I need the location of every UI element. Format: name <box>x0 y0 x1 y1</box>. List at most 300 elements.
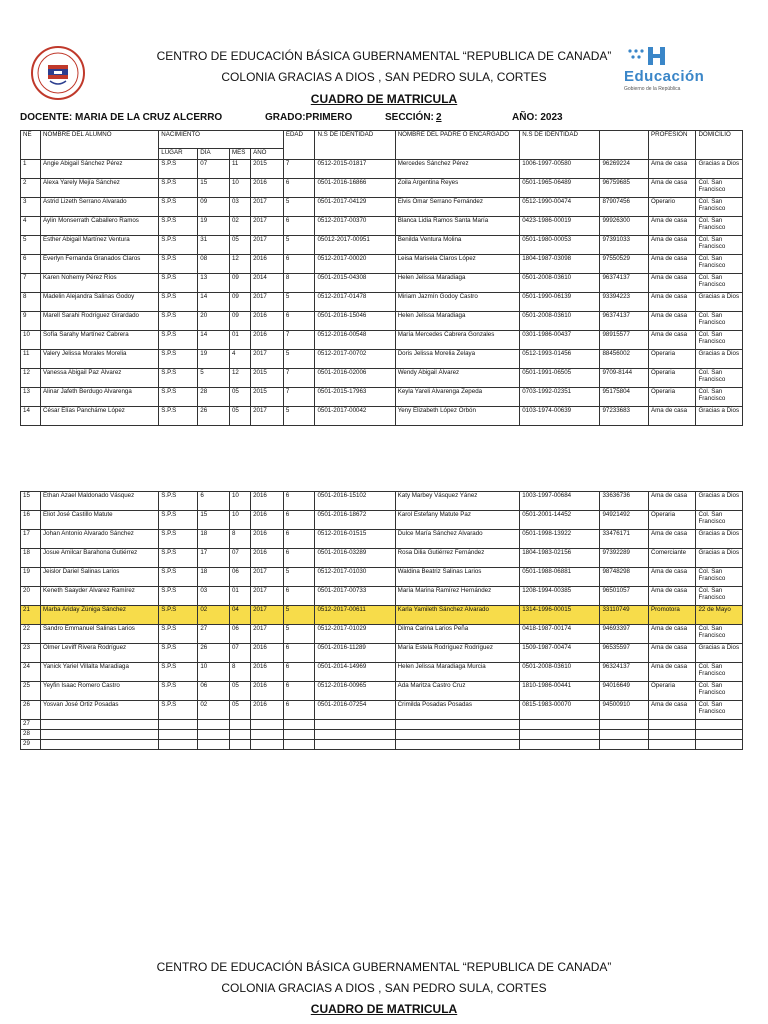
table-cell: 22 <box>21 625 41 644</box>
table-cell: Col. San Francisco <box>696 663 743 682</box>
table-cell: Col. San Francisco <box>696 274 743 293</box>
table-cell: Ama de casa <box>648 492 696 511</box>
table-cell: 0501-1998-13922 <box>520 530 600 549</box>
table-cell: 17 <box>198 549 230 568</box>
table-cell: Benilda Ventura Molina <box>395 236 520 255</box>
table-cell: Ada Maritza Castro Cruz <box>395 682 520 701</box>
table-cell: 96374137 <box>600 274 649 293</box>
table-cell: 5 <box>21 236 41 255</box>
table-cell: 2017 <box>251 293 284 312</box>
table-cell: 24 <box>21 663 41 682</box>
table-cell: 8 <box>229 530 250 549</box>
table-cell: Josue Amilcar Barahona Gutiérrez <box>41 549 159 568</box>
table-row <box>21 331 743 350</box>
table-cell: 07 <box>229 549 250 568</box>
table-cell: 0501-2015-04308 <box>315 274 395 293</box>
table-cell: 13 <box>21 388 41 407</box>
table-cell: 8 <box>21 293 41 312</box>
table-cell: 2017 <box>251 198 284 217</box>
table-cell: 6 <box>283 587 315 606</box>
table-cell: S.P.S <box>159 407 198 426</box>
table-cell: 5 <box>198 369 230 388</box>
table-cell: 2016 <box>251 663 284 682</box>
table-cell: 2016 <box>251 644 284 663</box>
table-cell: Promotora <box>648 606 696 625</box>
table-cell: 6 <box>283 701 315 720</box>
table-cell: 19 <box>198 350 230 369</box>
table-cell: Dilma Carina Larios Peña <box>395 625 520 644</box>
table-cell: 0512-2017-01029 <box>315 625 395 644</box>
table-cell: S.P.S <box>159 217 198 236</box>
table-cell: 02 <box>229 217 250 236</box>
table-cell: 21 <box>21 606 41 625</box>
table-cell <box>600 730 649 740</box>
table-cell: 2016 <box>251 530 284 549</box>
col-dia: DÍA <box>198 149 230 160</box>
table-cell: 5 <box>283 625 315 644</box>
table-cell: 02 <box>198 701 230 720</box>
table-cell: 6 <box>283 644 315 663</box>
table-cell: 96374137 <box>600 312 649 331</box>
table-cell: Alexa Yarely Mejía Sánchez <box>41 179 159 198</box>
table-row <box>21 701 743 720</box>
table-cell: 0501-2001-14452 <box>520 511 600 530</box>
table-cell: Operaria <box>648 682 696 701</box>
table-cell: Ama de casa <box>648 407 695 426</box>
table-cell: S.P.S <box>159 293 198 312</box>
table-cell: Yosvan José Ortiz Posadas <box>41 701 159 720</box>
table-cell: 2 <box>21 179 41 198</box>
table-cell: 94693397 <box>600 625 649 644</box>
table-cell: 6 <box>283 492 315 511</box>
table-cell: 14 <box>198 293 230 312</box>
table-cell: 1509-1987-00474 <box>520 644 600 663</box>
table-cell: 0512-2017-01030 <box>315 568 395 587</box>
table-cell: Sofía Sarahy Martínez Cabrera <box>41 331 159 350</box>
table-cell: S.P.S <box>159 198 198 217</box>
table-cell: 4 <box>21 217 41 236</box>
table-cell: S.P.S <box>159 350 198 369</box>
table-cell <box>251 730 284 740</box>
table-cell: Karen Nohemy Pérez Ríos <box>41 274 159 293</box>
table-cell: 12 <box>229 369 250 388</box>
table-cell: Waldina Beatriz Salinas Larios <box>395 568 520 587</box>
table-cell: 01 <box>229 331 250 350</box>
table-row <box>21 293 743 312</box>
table-cell: 15 <box>198 179 230 198</box>
table-cell <box>520 730 600 740</box>
table-row <box>21 682 743 701</box>
table-cell: Karol Estefany Matute Paz <box>395 511 520 530</box>
table-cell: Blanca Lidia Ramos Santa María <box>395 217 520 236</box>
table-cell: Ama de casa <box>648 255 695 274</box>
table-cell: 0501-2017-04129 <box>315 198 395 217</box>
table-cell: 0501-2016-07254 <box>315 701 395 720</box>
table-cell: 9 <box>21 312 41 331</box>
table-cell: 7 <box>283 160 315 179</box>
table-cell: Gracias a Dios <box>696 644 743 663</box>
table-cell: Vanessa Abigail Paz Álvarez <box>41 369 159 388</box>
table-cell: S.P.S <box>159 682 198 701</box>
table-cell: 0501-2016-03289 <box>315 549 395 568</box>
table-cell: 93394223 <box>600 293 649 312</box>
table-cell <box>696 720 743 730</box>
table-cell: 09 <box>198 198 230 217</box>
table-cell: 7 <box>21 274 41 293</box>
table-cell: Col. San Francisco <box>696 625 743 644</box>
table-cell: 0501-2008-03610 <box>520 312 600 331</box>
table-cell: Karla Yamileth Sánchez Alvarado <box>395 606 520 625</box>
table-row <box>21 663 743 682</box>
table-row <box>21 369 743 388</box>
table-cell: Gracias a Dios <box>696 530 743 549</box>
table-cell: Col. San Francisco <box>696 217 743 236</box>
table-cell: Col. San Francisco <box>696 701 743 720</box>
table-cell: 2017 <box>251 587 284 606</box>
table-cell: 06 <box>229 625 250 644</box>
table-cell: 27 <box>21 720 41 730</box>
enrollment-table-1 <box>20 130 743 426</box>
school-location: COLONIA GRACIAS A DIOS , SAN PEDRO SULA, CORTES <box>221 70 547 84</box>
table-cell: 0512-2017-00370 <box>315 217 395 236</box>
table-cell: Ama de casa <box>648 236 695 255</box>
table-cell: 03 <box>229 198 250 217</box>
table-cell: 1804-1983-02156 <box>520 549 600 568</box>
table-cell: Col. San Francisco <box>696 511 743 530</box>
table-cell <box>159 720 198 730</box>
table-cell: 33476171 <box>600 530 649 549</box>
table-row <box>21 388 743 407</box>
table-cell: Ama de casa <box>648 160 695 179</box>
table-cell: 10 <box>229 492 250 511</box>
empty-row <box>21 730 743 740</box>
table-cell: Gracias a Dios <box>696 350 743 369</box>
table-cell: 0103-1974-00639 <box>520 407 600 426</box>
table-cell: S.P.S <box>159 492 198 511</box>
table-cell: 19 <box>198 217 230 236</box>
table-cell: 6 <box>283 682 315 701</box>
table-cell: Mercedes Sánchez Pérez <box>395 160 520 179</box>
table-cell: Operaria <box>648 369 695 388</box>
table-cell <box>315 720 395 730</box>
table-cell: 22 de Mayo <box>696 606 743 625</box>
table-cell: Yeny Elizabeth López Orbón <box>395 407 520 426</box>
table-cell: 01 <box>229 587 250 606</box>
table-cell: Gracias a Dios <box>696 549 743 568</box>
table-cell: Ama de casa <box>648 568 696 587</box>
document-title: CUADRO DE MATRICULA <box>310 92 458 106</box>
table-cell: Rosa Dilia Gutiérrez Fernández <box>395 549 520 568</box>
table-row <box>21 606 743 625</box>
table-cell: 96759685 <box>600 179 649 198</box>
table-cell: S.P.S <box>159 160 198 179</box>
table-cell: 0512-2016-00548 <box>315 331 395 350</box>
table-cell: 0512-2015-01817 <box>315 160 395 179</box>
table-cell: Ama de casa <box>648 312 695 331</box>
table-cell: 7 <box>283 331 315 350</box>
table-cell: 17 <box>21 530 41 549</box>
table-cell: Ama de casa <box>648 293 695 312</box>
table-cell: 2015 <box>251 388 284 407</box>
table-cell: Operaria <box>648 511 696 530</box>
table-cell: 15 <box>198 511 230 530</box>
table-cell: 94921492 <box>600 511 649 530</box>
table-cell <box>229 740 250 750</box>
table-cell: Sandro Emmanuel Salinas Larios <box>41 625 159 644</box>
table-cell: 88456002 <box>600 350 649 369</box>
table-cell: S.P.S <box>159 312 198 331</box>
table-cell: Ama de casa <box>648 179 695 198</box>
table-cell: 29 <box>21 740 41 750</box>
table-cell: 96501057 <box>600 587 649 606</box>
col-profesion: PROFESIÓN <box>648 131 695 160</box>
table-cell: 10 <box>229 179 250 198</box>
table-cell: 02 <box>198 606 230 625</box>
table-cell: Everlyn Fernanda Granados Claros <box>41 255 159 274</box>
table-row <box>21 274 743 293</box>
table-cell <box>159 740 198 750</box>
docente-label: DOCENTE: MARIA DE LA CRUZ ALCERRO <box>20 112 223 123</box>
table-cell: 2016 <box>251 179 284 198</box>
table-cell: 1804-1987-03098 <box>520 255 600 274</box>
table-cell: 1208-1994-00385 <box>520 587 600 606</box>
table-cell: Zoila Argentina Reyes <box>395 179 520 198</box>
table-cell: 18 <box>198 530 230 549</box>
col-padre: NOMBRE DEL PADRE O ENCARGADO <box>395 131 520 160</box>
table-cell: 28 <box>198 388 230 407</box>
table-row <box>21 179 743 198</box>
table-cell: 0501-2016-02006 <box>315 369 395 388</box>
table-cell: Col. San Francisco <box>696 388 743 407</box>
table-cell: Katy Marbey Vásquez Yánez <box>395 492 520 511</box>
table-cell: 2017 <box>251 217 284 236</box>
table-row <box>21 492 743 511</box>
table-cell: 33636736 <box>600 492 649 511</box>
table-cell: 2017 <box>251 407 284 426</box>
table-cell: 8 <box>229 663 250 682</box>
table-cell: 98748298 <box>600 568 649 587</box>
table-cell <box>198 740 230 750</box>
table-cell: 0512-2017-00702 <box>315 350 395 369</box>
table-cell: Gracias a Dios <box>696 492 743 511</box>
table-cell: 12 <box>229 255 250 274</box>
table-cell: 1 <box>21 160 41 179</box>
table-cell: 9709-8144 <box>600 369 649 388</box>
table-cell: 2016 <box>251 549 284 568</box>
table-cell: 5 <box>283 606 315 625</box>
table-cell: S.P.S <box>159 606 198 625</box>
table-row <box>21 407 743 426</box>
table-cell: 97392289 <box>600 549 649 568</box>
table-cell: 05 <box>229 682 250 701</box>
table-cell: 15 <box>21 492 41 511</box>
table-row <box>21 160 743 179</box>
table-cell: 05012-2017-00951 <box>315 236 395 255</box>
table-cell: 0501-2017-00042 <box>315 407 395 426</box>
table-cell: Eliot José Castillo Matute <box>41 511 159 530</box>
table-cell: 3 <box>21 198 41 217</box>
table-row <box>21 255 743 274</box>
table-cell: Leisa Marisela Claros López <box>395 255 520 274</box>
table-cell: S.P.S <box>159 331 198 350</box>
table-cell: 14 <box>21 407 41 426</box>
brand-word: Educación <box>624 68 705 85</box>
table-cell: Madelin Alejandra Salinas Godoy <box>41 293 159 312</box>
table-cell: 2017 <box>251 236 284 255</box>
table-cell: S.P.S <box>159 701 198 720</box>
table-cell: Ama de casa <box>648 331 695 350</box>
table-cell: 18 <box>21 549 41 568</box>
table-cell: 14 <box>198 331 230 350</box>
table-cell: Ama de casa <box>648 701 696 720</box>
table-cell: S.P.S <box>159 255 198 274</box>
table-cell: 2017 <box>251 350 284 369</box>
table-cell: Col. San Francisco <box>696 587 743 606</box>
table-cell: 28 <box>21 730 41 740</box>
table-cell: 0501-2016-18672 <box>315 511 395 530</box>
table-cell: María Marina Ramírez Hernández <box>395 587 520 606</box>
table-cell: Gracias a Dios <box>696 293 743 312</box>
table-cell: 7 <box>283 369 315 388</box>
table-cell: Ama de casa <box>648 663 696 682</box>
document-title-repeat: CUADRO DE MATRICULA <box>310 1002 458 1016</box>
table-cell: S.P.S <box>159 511 198 530</box>
table-cell: 94016649 <box>600 682 649 701</box>
table-cell: 2016 <box>251 331 284 350</box>
table-cell: Alinar Jafeth Berdugo Alvarenga <box>41 388 159 407</box>
table-cell: 6 <box>283 255 315 274</box>
table-row <box>21 312 743 331</box>
table-cell <box>648 730 696 740</box>
table-cell: 10 <box>21 331 41 350</box>
table-cell: Col. San Francisco <box>696 312 743 331</box>
table-cell: Ama de casa <box>648 530 696 549</box>
table-cell: 0512-2017-00020 <box>315 255 395 274</box>
table-cell: 2016 <box>251 255 284 274</box>
table-cell: 09 <box>229 312 250 331</box>
table-cell: César Elías Pancháme López <box>41 407 159 426</box>
table-cell: 6 <box>21 255 41 274</box>
table-cell: 12 <box>21 369 41 388</box>
col-tel <box>600 131 649 160</box>
table-cell: 07 <box>198 160 230 179</box>
table-row <box>21 530 743 549</box>
table-cell: 0501-2016-15102 <box>315 492 395 511</box>
table-cell <box>600 720 649 730</box>
table-cell: 0501-2016-11289 <box>315 644 395 663</box>
school-location-repeat: COLONIA GRACIAS A DIOS , SAN PEDRO SULA, CORTES <box>221 981 547 995</box>
empty-row <box>21 720 743 730</box>
table-cell: 0501-2008-03610 <box>520 274 600 293</box>
table-cell: Dulce María Sánchez Alvarado <box>395 530 520 549</box>
table-cell: Miriam Jazmín Godoy Castro <box>395 293 520 312</box>
table-cell: 19 <box>21 568 41 587</box>
table-cell: 06 <box>198 682 230 701</box>
table-cell: 31 <box>198 236 230 255</box>
table-cell: 2015 <box>251 160 284 179</box>
table-cell <box>251 740 284 750</box>
table-cell: Comerciante <box>648 549 696 568</box>
table-cell: 0418-1987-00174 <box>520 625 600 644</box>
table-cell: Valery Jelissa Morales Morelia <box>41 350 159 369</box>
table-cell <box>395 730 520 740</box>
table-cell: 0501-1980-00053 <box>520 236 600 255</box>
table-cell <box>696 740 743 750</box>
table-cell: 20 <box>198 312 230 331</box>
table-cell: 0501-1988-06881 <box>520 568 600 587</box>
col-anio: AÑO <box>251 149 284 160</box>
table-cell: 0512-1990-00474 <box>520 198 600 217</box>
table-cell <box>600 740 649 750</box>
table-cell: Gracias a Dios <box>696 160 743 179</box>
table-cell: 8 <box>283 274 315 293</box>
table-cell: 4 <box>229 350 250 369</box>
table-cell: 13 <box>198 274 230 293</box>
table-cell: 96535597 <box>600 644 649 663</box>
table-cell: 1810-1986-00441 <box>520 682 600 701</box>
table-cell: 0501-2016-16866 <box>315 179 395 198</box>
table-cell: 95175804 <box>600 388 649 407</box>
table-cell: Marell Sarahi Rodríguez Girardado <box>41 312 159 331</box>
table-cell: 20 <box>21 587 41 606</box>
table-cell: S.P.S <box>159 644 198 663</box>
table-cell <box>648 740 696 750</box>
table-cell: S.P.S <box>159 549 198 568</box>
table-cell: Wendy Abigail Álvarez <box>395 369 520 388</box>
table-cell: 03 <box>198 587 230 606</box>
table-row <box>21 217 743 236</box>
table-cell <box>251 720 284 730</box>
meta-row <box>20 112 760 126</box>
table-cell <box>315 730 395 740</box>
table-cell: 11 <box>21 350 41 369</box>
table-cell: Operaria <box>648 350 695 369</box>
table-cell: 2014 <box>251 274 284 293</box>
table-cell: 6 <box>283 312 315 331</box>
table-cell: 5 <box>283 568 315 587</box>
table-cell: 97233683 <box>600 407 649 426</box>
table-cell: 26 <box>198 644 230 663</box>
table-cell: Ama de casa <box>648 644 696 663</box>
table-cell: 33110749 <box>600 606 649 625</box>
table-row <box>21 644 743 663</box>
table-cell <box>283 720 315 730</box>
table-cell: 6 <box>198 492 230 511</box>
table-cell: S.P.S <box>159 388 198 407</box>
table-header-row <box>21 131 743 149</box>
table-cell: S.P.S <box>159 663 198 682</box>
table-cell: Ama de casa <box>648 587 696 606</box>
table-cell: 6 <box>283 179 315 198</box>
table-cell: 05 <box>229 701 250 720</box>
table-cell: 0512-2016-01515 <box>315 530 395 549</box>
table-cell: 0815-1983-00070 <box>520 701 600 720</box>
table-row <box>21 350 743 369</box>
table-cell: 2016 <box>251 511 284 530</box>
table-cell: Operario <box>648 198 695 217</box>
table-cell <box>315 740 395 750</box>
table-cell: 5 <box>283 407 315 426</box>
table-row <box>21 549 743 568</box>
table-cell: 09 <box>229 274 250 293</box>
table-cell: Aylin Monserrath Caballero Ramos <box>41 217 159 236</box>
table-cell <box>520 740 600 750</box>
table-cell: S.P.S <box>159 236 198 255</box>
table-cell: Elvis Omar Serrano Fernández <box>395 198 520 217</box>
table-cell: 0301-1986-00437 <box>520 331 600 350</box>
table-cell: Col. San Francisco <box>696 682 743 701</box>
table-cell: 11 <box>229 160 250 179</box>
